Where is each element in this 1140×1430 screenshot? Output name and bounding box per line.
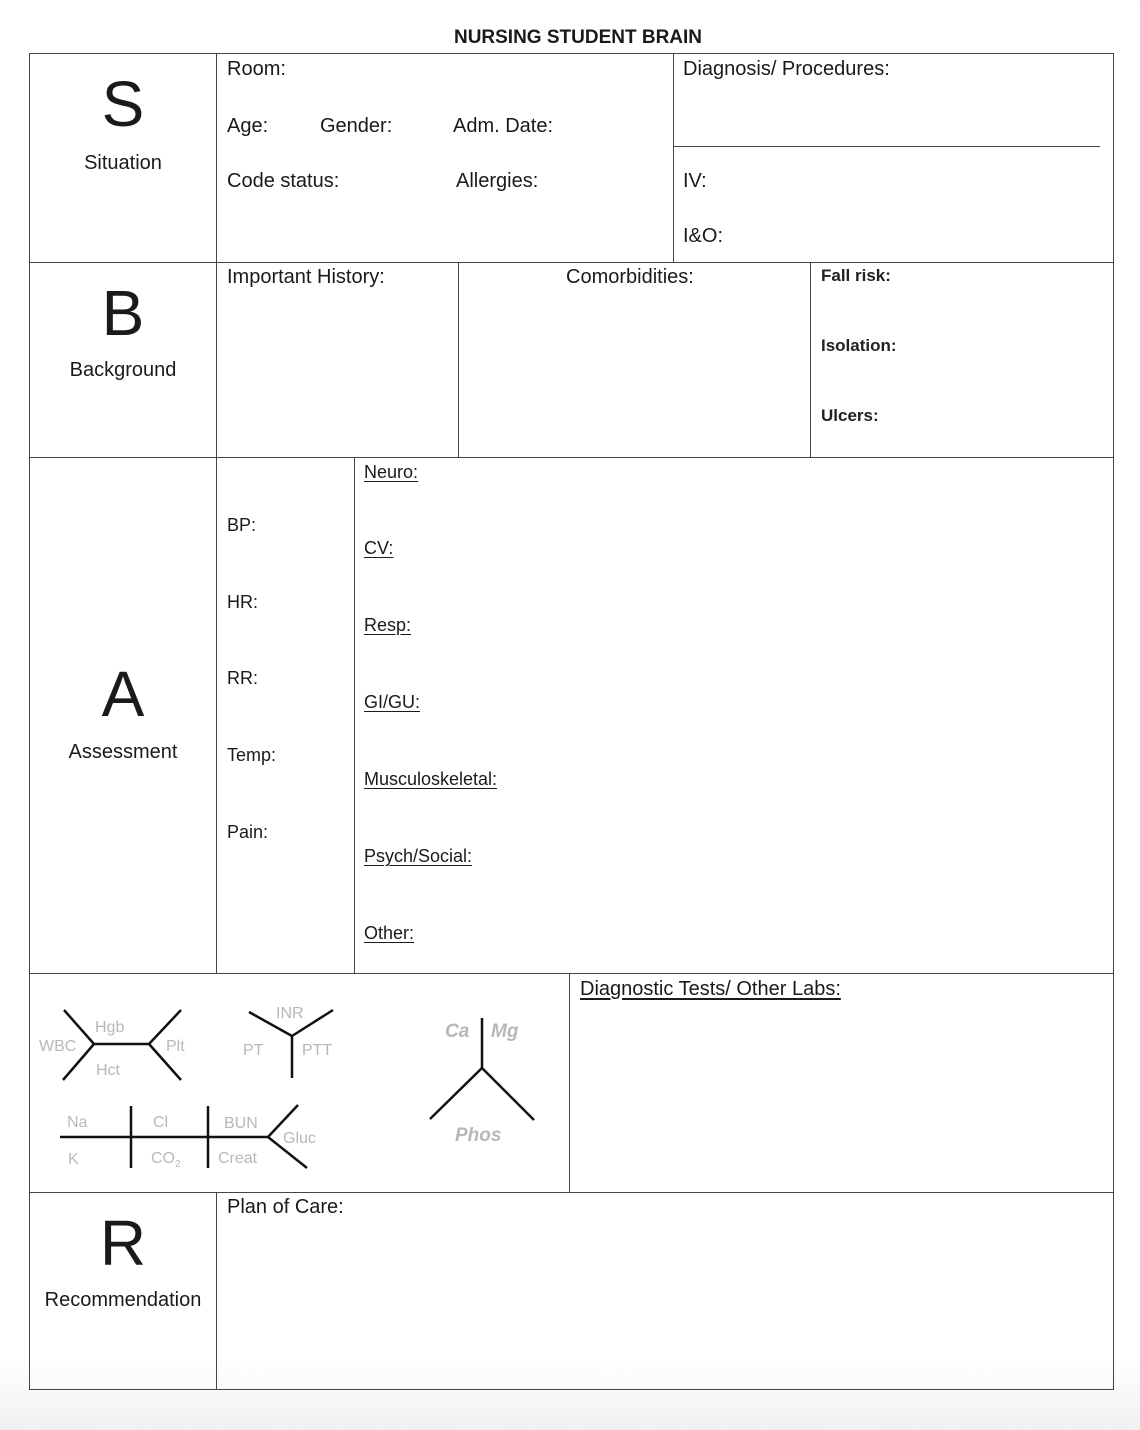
resp-label: Resp: [364,615,412,635]
other-label: Other: [364,923,415,943]
rr-label: RR: [227,668,258,688]
fall-risk-label: Fall risk: [821,266,891,285]
gender-label: Gender: [320,115,393,137]
comorbidities-label: Comorbidities: [566,266,694,288]
bmp-bun: BUN [224,1115,258,1132]
electro-line-left [430,1068,482,1119]
coag-inr: INR [276,1005,304,1022]
cbc-plt: Plt [166,1038,185,1055]
gi-gu-label: GI/GU: [364,692,421,712]
io-label: I&O: [683,225,724,247]
cbc-hct: Hct [96,1062,120,1079]
diagnosis-underline [674,146,1100,147]
bmp-k: K [68,1151,79,1168]
bmp-fishbone [60,1105,307,1168]
recommendation-letter: R [99,1207,147,1279]
iv-label: IV: [683,170,707,192]
musculoskeletal-label: Musculoskeletal: [364,769,498,789]
divider-vitals [354,457,355,973]
assessment-caption: Assessment [68,741,178,763]
bmp-co2-sub: 2 [175,1159,181,1170]
divider-comorbidities [810,262,811,457]
divider-history [458,262,459,457]
recommendation-caption: Recommendation [44,1289,202,1311]
electro-phos: Phos [455,1125,502,1146]
assessment-letter: A [101,658,145,730]
bmp-co2 [151,1150,181,1170]
electro-ca: Ca [445,1021,470,1042]
background-caption: Background [69,359,177,381]
situation-caption: Situation [84,152,162,174]
diagnostic-tests-label: Diagnostic Tests/ Other Labs: [580,978,841,1000]
hr-label: HR: [227,592,258,612]
divider-left-col-bottom [216,1192,217,1389]
neuro-label: Neuro: [364,462,419,482]
situation-letter: S [101,68,145,140]
background-letter: B [101,277,145,349]
lab-fishbone-diagrams [30,974,569,1192]
cbc-wbc: WBC [39,1038,77,1055]
electro-mg: Mg [491,1021,519,1042]
temp-label: Temp: [227,745,277,765]
bmp-na: Na [67,1114,88,1131]
divider-s-b [29,262,1113,263]
bmp-creat: Creat [218,1150,258,1167]
divider-labs [569,973,570,1192]
age-label: Age: [227,115,269,137]
pain-label: Pain: [227,822,269,842]
page-title: NURSING STUDENT BRAIN [453,27,703,48]
divider-left-col-top [216,53,217,973]
bp-label: BP: [227,515,257,535]
bmp-cl: Cl [153,1114,169,1131]
bmp-gluc: Gluc [283,1130,316,1147]
coag-ptt: PTT [302,1042,333,1059]
bmp-co2-text: CO [151,1150,175,1167]
allergies-label: Allergies: [456,170,539,192]
psych-social-label: Psych/Social: [364,846,473,866]
adm-date-label: Adm. Date: [453,115,554,137]
plan-of-care-label: Plan of Care: [227,1196,344,1218]
divider-b-a [29,457,1113,458]
electro-line-right [482,1068,534,1120]
divider-labs-r [29,1192,1113,1193]
code-status-label: Code status: [227,170,340,192]
cbc-hgb: Hgb [95,1019,125,1036]
isolation-label: Isolation: [821,336,897,355]
history-label: Important History: [227,266,385,288]
divider-situation-right [673,53,674,262]
room-label: Room: [227,58,286,80]
diagnosis-label: Diagnosis/ Procedures: [683,58,890,80]
coag-pt: PT [243,1042,264,1059]
cv-label: CV: [364,538,394,558]
ulcers-label: Ulcers: [821,406,879,425]
